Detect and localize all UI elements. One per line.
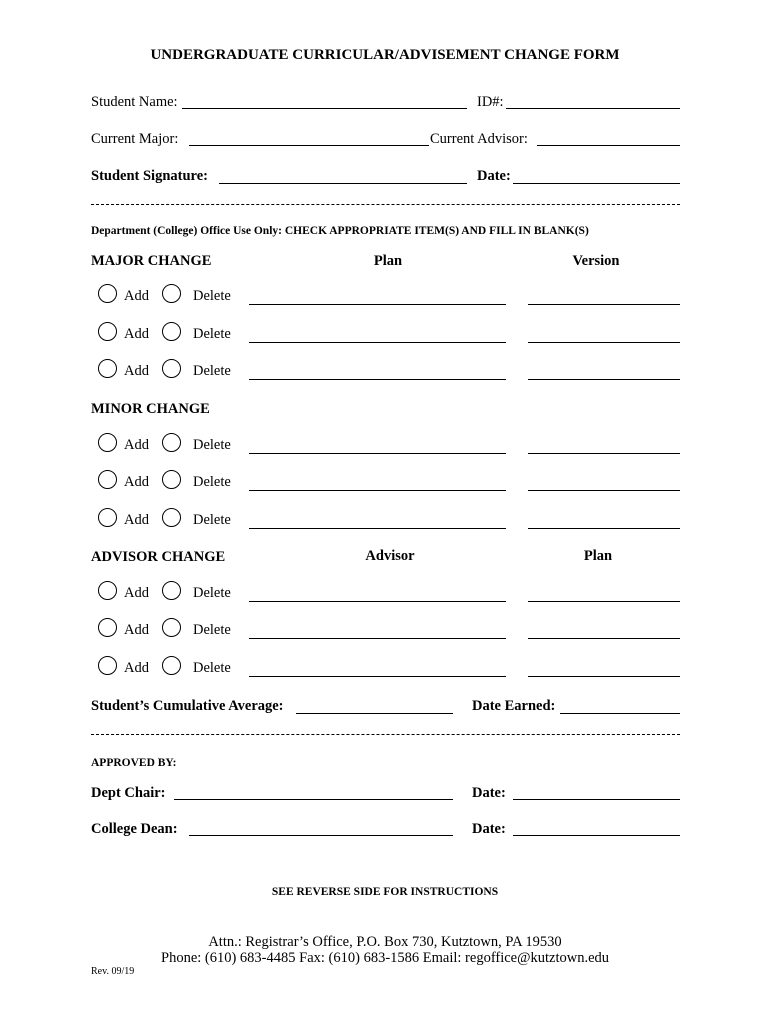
student-signature-label: Student Signature: — [91, 168, 208, 184]
add-label: Add — [124, 363, 149, 379]
college-dean-field[interactable] — [189, 835, 453, 836]
add-label: Add — [124, 288, 149, 304]
minor-change-heading: MINOR CHANGE — [91, 401, 210, 417]
college-dean-date-field[interactable] — [513, 835, 680, 836]
date-field[interactable] — [513, 183, 680, 184]
cumulative-average-field[interactable] — [296, 713, 453, 714]
major-add-radio[interactable] — [98, 284, 117, 303]
advisor-field-2[interactable] — [528, 638, 680, 639]
date-earned-field[interactable] — [560, 713, 680, 714]
advisor-field-1[interactable] — [249, 638, 506, 639]
delete-label: Delete — [193, 474, 231, 490]
add-label: Add — [124, 437, 149, 453]
form-title: UNDERGRADUATE CURRICULAR/ADVISEMENT CHANGE FORM — [150, 47, 620, 63]
major-delete-radio[interactable] — [162, 284, 181, 303]
delete-label: Delete — [193, 363, 231, 379]
advisor-add-radio[interactable] — [98, 618, 117, 637]
minor-add-radio[interactable] — [98, 470, 117, 489]
divider — [91, 734, 680, 735]
minor-field-1[interactable] — [249, 490, 506, 491]
delete-label: Delete — [193, 326, 231, 342]
divider — [91, 204, 680, 205]
id-label: ID#: — [477, 94, 504, 110]
add-label: Add — [124, 512, 149, 528]
major-add-radio[interactable] — [98, 359, 117, 378]
major-field-2[interactable] — [528, 342, 680, 343]
major-delete-radio[interactable] — [162, 322, 181, 341]
advisor-col-header: Advisor — [365, 548, 415, 564]
add-label: Add — [124, 622, 149, 638]
major-version-header: Version — [572, 253, 620, 269]
minor-delete-radio[interactable] — [162, 508, 181, 527]
minor-add-radio[interactable] — [98, 508, 117, 527]
major-change-heading: MAJOR CHANGE — [91, 253, 212, 269]
revision-label: Rev. 09/19 — [91, 966, 135, 977]
footer-address: Attn.: Registrar’s Office, P.O. Box 730, Kutztown, PA 19530 — [208, 934, 562, 950]
current-advisor-label: Current Advisor: — [430, 131, 528, 147]
advisor-field-2[interactable] — [528, 676, 680, 677]
advisor-plan-header: Plan — [583, 548, 613, 564]
advisor-delete-radio[interactable] — [162, 656, 181, 675]
advisor-add-radio[interactable] — [98, 656, 117, 675]
delete-label: Delete — [193, 585, 231, 601]
delete-label: Delete — [193, 437, 231, 453]
footer-contact: Phone: (610) 683-4485 Fax: (610) 683-1586 Email: regoffice@kutztown.edu — [161, 950, 609, 966]
student-name-field[interactable] — [182, 108, 467, 109]
advisor-delete-radio[interactable] — [162, 618, 181, 637]
advisor-field-1[interactable] — [249, 676, 506, 677]
advisor-add-radio[interactable] — [98, 581, 117, 600]
current-major-field[interactable] — [189, 145, 429, 146]
id-field[interactable] — [506, 108, 680, 109]
minor-add-radio[interactable] — [98, 433, 117, 452]
add-label: Add — [124, 326, 149, 342]
advisor-change-heading: ADVISOR CHANGE — [91, 549, 226, 565]
add-label: Add — [124, 474, 149, 490]
minor-delete-radio[interactable] — [162, 470, 181, 489]
major-field-2[interactable] — [528, 304, 680, 305]
add-label: Add — [124, 585, 149, 601]
delete-label: Delete — [193, 288, 231, 304]
major-field-1[interactable] — [249, 379, 506, 380]
major-field-1[interactable] — [249, 342, 506, 343]
dept-chair-date-label: Date: — [472, 785, 506, 801]
major-add-radio[interactable] — [98, 322, 117, 341]
minor-field-1[interactable] — [249, 528, 506, 529]
delete-label: Delete — [193, 660, 231, 676]
add-label: Add — [124, 660, 149, 676]
date-earned-label: Date Earned: — [472, 698, 556, 714]
advisor-field-2[interactable] — [528, 601, 680, 602]
approved-by-label: APPROVED BY: — [91, 757, 177, 769]
dept-chair-field[interactable] — [174, 799, 453, 800]
cumulative-average-label: Student’s Cumulative Average: — [91, 698, 284, 714]
reverse-side-note: SEE REVERSE SIDE FOR INSTRUCTIONS — [271, 886, 499, 898]
student-signature-field[interactable] — [219, 183, 467, 184]
delete-label: Delete — [193, 622, 231, 638]
college-dean-label: College Dean: — [91, 821, 178, 837]
office-use-note: Department (College) Office Use Only: CHECK APPROPRIATE ITEM(S) AND FILL IN BLANK(S) — [91, 225, 589, 237]
college-dean-date-label: Date: — [472, 821, 506, 837]
minor-field-2[interactable] — [528, 490, 680, 491]
minor-delete-radio[interactable] — [162, 433, 181, 452]
advisor-field-1[interactable] — [249, 601, 506, 602]
minor-field-2[interactable] — [528, 453, 680, 454]
minor-field-1[interactable] — [249, 453, 506, 454]
major-field-2[interactable] — [528, 379, 680, 380]
major-delete-radio[interactable] — [162, 359, 181, 378]
current-major-label: Current Major: — [91, 131, 179, 147]
advisor-delete-radio[interactable] — [162, 581, 181, 600]
dept-chair-label: Dept Chair: — [91, 785, 166, 801]
dept-chair-date-field[interactable] — [513, 799, 680, 800]
major-field-1[interactable] — [249, 304, 506, 305]
delete-label: Delete — [193, 512, 231, 528]
date-label: Date: — [477, 168, 511, 184]
current-advisor-field[interactable] — [537, 145, 680, 146]
student-name-label: Student Name: — [91, 94, 178, 110]
minor-field-2[interactable] — [528, 528, 680, 529]
major-plan-header: Plan — [373, 253, 403, 269]
